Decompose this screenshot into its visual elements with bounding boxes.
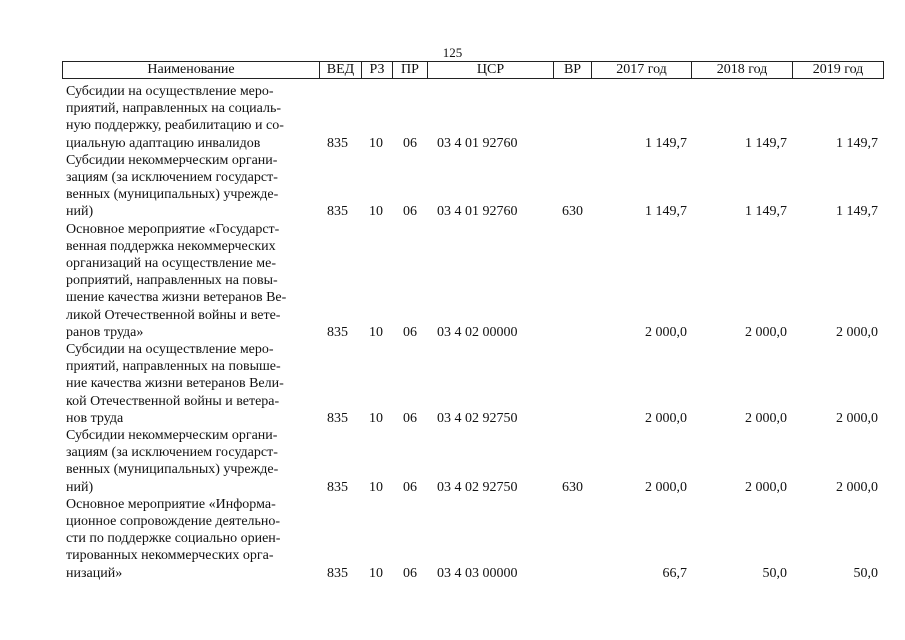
row-name-line: Основное мероприятие «Государст- <box>66 221 280 237</box>
cell-2019: 1 149,7 <box>836 204 878 220</box>
header-vr: ВР <box>554 62 592 78</box>
cell-pr: 06 <box>403 565 417 581</box>
header-name: Наименование <box>63 62 320 78</box>
row-name-line: ний) <box>66 204 94 220</box>
row-name-line: низаций» <box>66 565 123 581</box>
cell-2018: 1 149,7 <box>745 204 787 220</box>
cell-csr: 03 4 01 92760 <box>437 135 518 151</box>
row-name-line: ликой Отечественной войны и вете- <box>66 307 281 323</box>
table-row <box>0 221 905 341</box>
row-name <box>66 83 310 152</box>
cell-2018: 2 000,0 <box>745 479 787 495</box>
row-name <box>66 496 310 582</box>
row-name <box>66 152 310 221</box>
row-name-line: ную поддержку, реабилитацию и со- <box>66 118 284 134</box>
cell-2017: 1 149,7 <box>645 135 687 151</box>
row-name-line: сти по поддержке социально ориен- <box>66 531 281 547</box>
cell-2018: 1 149,7 <box>745 135 787 151</box>
row-name-line: циальную адаптацию инвалидов <box>66 135 261 151</box>
cell-2017: 1 149,7 <box>645 204 687 220</box>
table-body <box>0 83 905 582</box>
table-row <box>0 152 905 221</box>
cell-csr: 03 4 02 00000 <box>437 324 518 340</box>
table-header <box>62 61 884 79</box>
cell-ved: 835 <box>327 479 348 495</box>
cell-csr: 03 4 03 00000 <box>437 565 518 581</box>
row-name-line: Субсидии некоммерческим органи- <box>66 428 278 444</box>
row-name-line: ний) <box>66 479 94 495</box>
row-name-line: Основное мероприятие «Информа- <box>66 496 276 512</box>
row-name-line: Субсидии на осуществление меро- <box>66 342 274 358</box>
table-row <box>0 427 905 496</box>
table-row <box>0 341 905 427</box>
header-2017: 2017 год <box>592 62 692 78</box>
row-name-line: нов труда <box>66 410 124 426</box>
row-name-line: венная поддержка некоммерческих <box>66 238 276 254</box>
cell-rz: 10 <box>369 410 383 426</box>
row-name <box>66 221 310 341</box>
table-row <box>0 496 905 582</box>
header-rz: РЗ <box>362 62 393 78</box>
cell-ved: 835 <box>327 324 348 340</box>
header-2019: 2019 год <box>812 62 864 77</box>
cell-rz: 10 <box>369 204 383 220</box>
cell-csr: 03 4 02 92750 <box>437 479 518 495</box>
cell-pr: 06 <box>403 135 417 151</box>
row-name-line: роприятий, направленных на повы- <box>66 273 278 289</box>
row-name-line: Субсидии на осуществление меро- <box>66 84 274 99</box>
cell-rz: 10 <box>369 135 383 151</box>
row-name <box>66 341 310 427</box>
cell-ved: 835 <box>327 410 348 426</box>
cell-vr: 630 <box>562 479 583 495</box>
page-number: 125 <box>442 45 463 60</box>
cell-pr: 06 <box>403 479 417 495</box>
cell-2017: 66,7 <box>662 565 687 581</box>
cell-2018: 50,0 <box>762 565 787 581</box>
cell-2017: 2 000,0 <box>645 479 687 495</box>
row-name-line: кой Отечественной войны и ветера- <box>66 393 280 409</box>
cell-pr: 06 <box>403 324 417 340</box>
cell-2018: 2 000,0 <box>745 324 787 340</box>
row-name-line: ранов труда» <box>66 324 144 340</box>
cell-2019: 2 000,0 <box>836 410 878 426</box>
row-name-line: организаций на осуществление ме- <box>66 256 276 272</box>
header-pr: ПР <box>393 62 428 78</box>
header-ved: ВЕД <box>320 62 362 78</box>
row-name-line: приятий, направленных на социаль- <box>66 101 282 117</box>
cell-2017: 2 000,0 <box>645 324 687 340</box>
cell-rz: 10 <box>369 479 383 495</box>
cell-ved: 835 <box>327 565 348 581</box>
cell-2019: 2 000,0 <box>836 479 878 495</box>
cell-csr: 03 4 01 92760 <box>437 204 518 220</box>
cell-2019: 2 000,0 <box>836 324 878 340</box>
cell-ved: 835 <box>327 204 348 220</box>
header-2018: 2018 год <box>692 62 793 78</box>
row-name-line: зациям (за исключением государст- <box>66 170 278 186</box>
cell-csr: 03 4 02 92750 <box>437 410 518 426</box>
row-name-line: венных (муниципальных) учрежде- <box>66 187 279 203</box>
row-name-line: приятий, направленных на повыше- <box>66 359 281 375</box>
row-name-line: ционное сопровождение деятельно- <box>66 514 281 530</box>
row-name <box>66 427 310 496</box>
row-name-line: Субсидии некоммерческим органи- <box>66 152 278 168</box>
cell-pr: 06 <box>403 204 417 220</box>
row-name-line: тированных некоммерческих орга- <box>66 548 274 564</box>
cell-rz: 10 <box>369 565 383 581</box>
row-name-line: ние качества жизни ветеранов Вели- <box>66 376 284 392</box>
row-name-line: зациям (за исключением государст- <box>66 445 278 461</box>
table-row <box>0 83 905 152</box>
cell-2019: 1 149,7 <box>836 135 878 151</box>
cell-ved: 835 <box>327 135 348 151</box>
header-csr: ЦСР <box>428 62 554 78</box>
row-name-line: шение качества жизни ветеранов Ве- <box>66 290 287 306</box>
cell-pr: 06 <box>403 410 417 426</box>
cell-2018: 2 000,0 <box>745 410 787 426</box>
cell-vr: 630 <box>562 204 583 220</box>
cell-rz: 10 <box>369 324 383 340</box>
row-name-line: венных (муниципальных) учрежде- <box>66 462 279 478</box>
cell-2017: 2 000,0 <box>645 410 687 426</box>
cell-2019: 50,0 <box>853 565 878 581</box>
